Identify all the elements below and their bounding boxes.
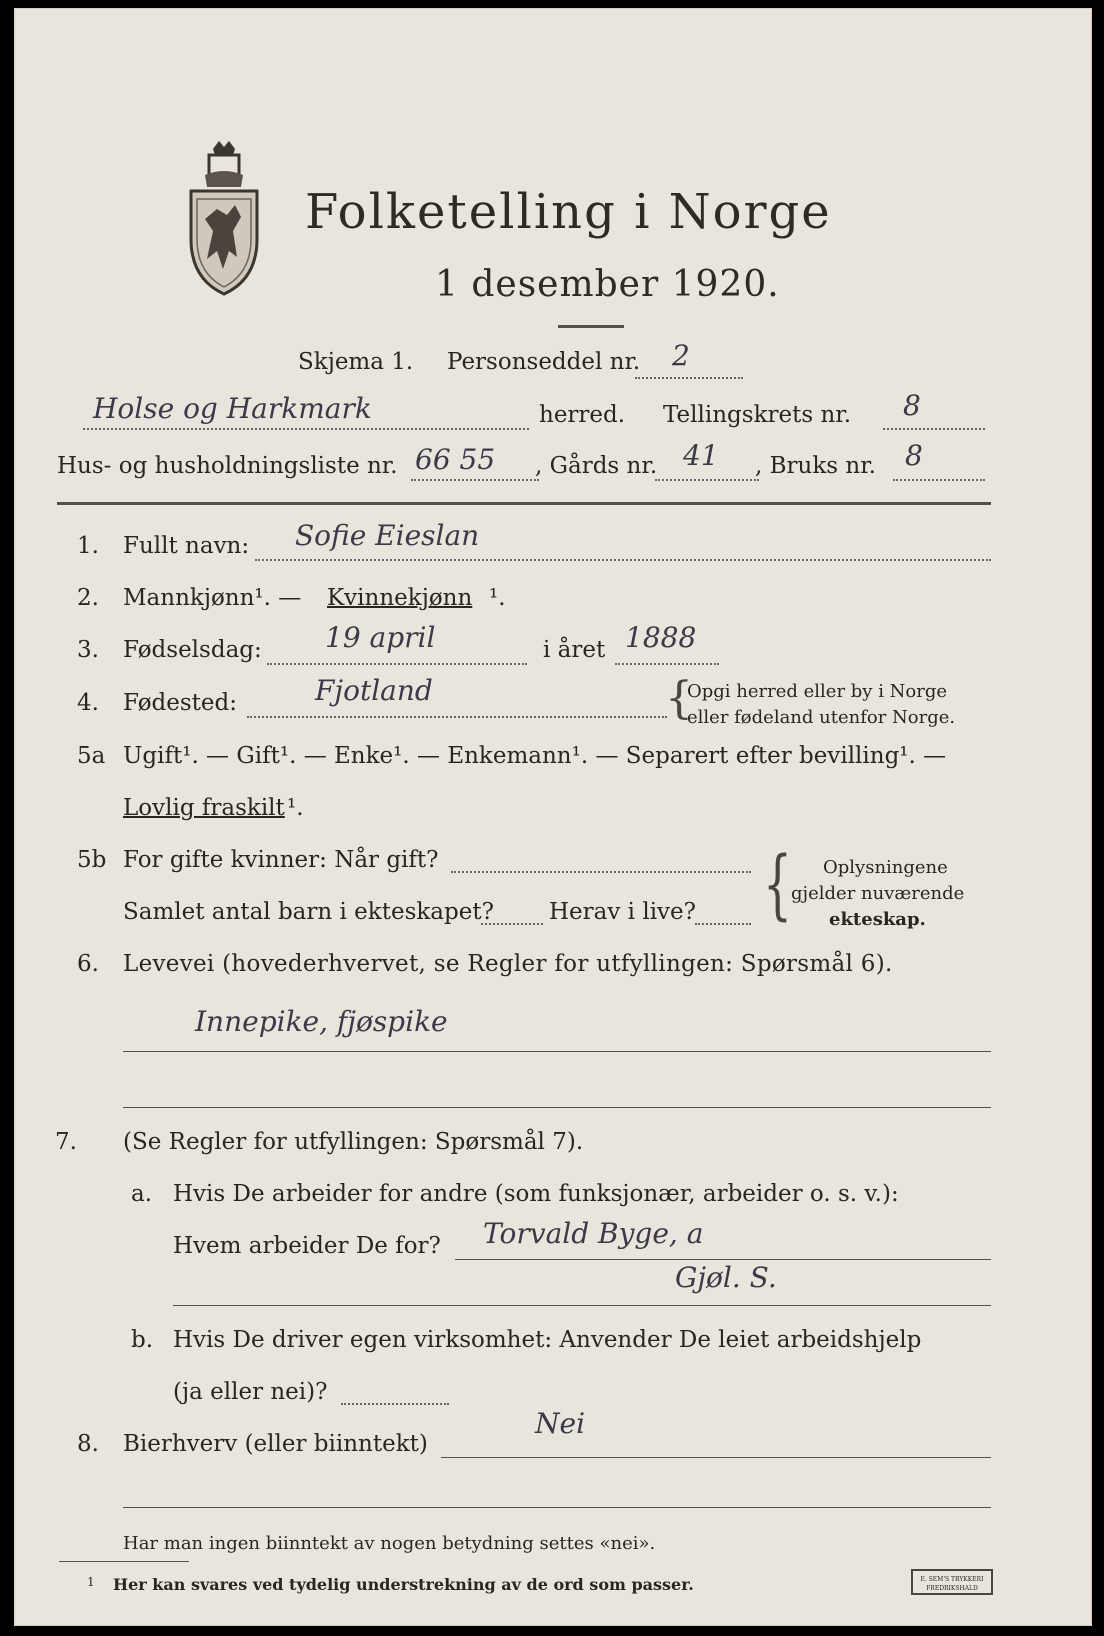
- tellingskrets-value: 8: [903, 389, 921, 422]
- q5a-divorced-footnote: ¹.: [287, 795, 304, 821]
- herred-value: Holse og Harkmark: [93, 392, 372, 425]
- side-income-line2: [123, 1507, 991, 1508]
- footnote-mark: 1: [87, 1575, 95, 1589]
- q3-number: 3.: [77, 637, 99, 663]
- hus-value: 66 55: [415, 443, 496, 476]
- occupation-line1: [123, 1051, 991, 1052]
- employer-value-line2: Gjøl. S.: [675, 1261, 777, 1294]
- q5a-divorced-underlined: Lovlig fraskilt: [123, 795, 285, 821]
- gards-label: , Gårds nr.: [535, 453, 658, 479]
- birthplace-value: Fjotland: [315, 674, 433, 707]
- q5b-number: 5b: [77, 847, 107, 873]
- q5b-note-line3: ekteskap.: [829, 909, 926, 930]
- occupation-value: Innepike, fjøspike: [195, 1005, 448, 1038]
- q2-female-underlined: Kvinnekjønn: [327, 585, 473, 611]
- q6-label: Levevei (hovederhvervet, se Regler for utfyllingen: Spørsmål 6).: [123, 951, 893, 977]
- q4-note-line1: Opgi herred eller by i Norge: [687, 681, 948, 702]
- herred-line: [83, 428, 529, 430]
- footnote-divider: [59, 1561, 189, 1562]
- bruks-label: , Bruks nr.: [755, 453, 876, 479]
- q5b-note-brace: {: [763, 839, 793, 928]
- q7a-employer-label: Hvem arbeider De for?: [173, 1233, 441, 1259]
- q4-number: 4.: [77, 690, 99, 716]
- birthplace-line: [247, 716, 667, 718]
- side-income-value: Nei: [535, 1407, 586, 1440]
- q5b-when-married-line: [451, 871, 751, 873]
- birthday-value: 19 april: [325, 621, 436, 654]
- tellingskrets-line: [883, 428, 985, 430]
- personseddel-value: 2: [672, 339, 690, 372]
- personseddel-line: [635, 377, 743, 379]
- norway-coat-of-arms-icon: [183, 139, 265, 297]
- census-form: [14, 8, 1092, 1626]
- q4-label: Fødested:: [123, 690, 238, 716]
- q3-label: Fødselsdag:: [123, 637, 262, 663]
- employer-line2: [173, 1305, 991, 1306]
- printer-stamp: E. SEM'S TRYKKERI FREDRIKSHALD: [911, 1569, 993, 1595]
- q4-note-brace: {: [665, 673, 693, 724]
- personseddel-label: Personseddel nr.: [447, 349, 641, 375]
- q7-number: 7.: [55, 1129, 77, 1155]
- header-divider: [57, 502, 991, 505]
- form-title: Folketelling i Norge: [305, 184, 832, 240]
- q5a-options: Ugift¹. — Gift¹. — Enke¹. — Enkemann¹. — Separert efter bevilling¹. —: [123, 743, 947, 769]
- hus-label: Hus- og husholdningsliste nr.: [57, 453, 398, 479]
- bruks-line: [893, 479, 985, 481]
- q6-number: 6.: [77, 951, 99, 977]
- q1-number: 1.: [77, 533, 99, 559]
- q7b-number: b.: [131, 1327, 154, 1353]
- q7a-number: a.: [131, 1181, 153, 1207]
- employer-line1: [455, 1259, 991, 1260]
- title-divider: [558, 325, 624, 328]
- q5b-alive-label: Herav i live?: [549, 899, 696, 925]
- q5b-note-line1: Oplysningene: [823, 857, 948, 878]
- q5b-note-line2: gjelder nuværende: [791, 883, 965, 904]
- q2-female-footnote: ¹.: [489, 585, 506, 611]
- q7b-line: [341, 1403, 449, 1405]
- q1-label: Fullt navn:: [123, 533, 250, 559]
- q5b-alive-line: [695, 923, 751, 925]
- q7a-label: Hvis De arbeider for andre (som funksjonær, arbeider o. s. v.):: [173, 1181, 899, 1207]
- q5a-number: 5a: [77, 743, 106, 769]
- bruks-value: 8: [905, 439, 923, 472]
- q7b-label-2: (ja eller nei)?: [173, 1379, 328, 1405]
- q5b-children-line: [481, 923, 543, 925]
- q2-number: 2.: [77, 585, 99, 611]
- q7-label: (Se Regler for utfyllingen: Spørsmål 7).: [123, 1129, 584, 1155]
- footer-note: Har man ingen biinntekt av nogen betydning settes «nei».: [123, 1533, 656, 1554]
- occupation-line2: [123, 1107, 991, 1108]
- skjema-label: Skjema 1.: [298, 349, 414, 375]
- q5b-when-married-label: For gifte kvinner: Når gift?: [123, 847, 439, 873]
- gards-line: [655, 479, 759, 481]
- q8-label: Bierhverv (eller biinntekt): [123, 1431, 428, 1457]
- footnote-text: Her kan svares ved tydelig understrekning av de ord som passer.: [113, 1575, 694, 1594]
- herred-label: herred.: [539, 402, 626, 428]
- birth-year-line: [615, 663, 719, 665]
- q8-number: 8.: [77, 1431, 99, 1457]
- birth-year-value: 1888: [625, 621, 697, 654]
- q5b-children-label: Samlet antal barn i ekteskapet?: [123, 899, 494, 925]
- q4-note-line2: eller fødeland utenfor Norge.: [687, 707, 956, 728]
- hus-line: [411, 479, 539, 481]
- gards-value: 41: [683, 439, 719, 472]
- birthday-line: [267, 663, 527, 665]
- full-name-value: Sofie Eieslan: [295, 519, 480, 552]
- q7b-label: Hvis De driver egen virksomhet: Anvender De leiet arbeidshjelp: [173, 1327, 922, 1353]
- side-income-line1: [441, 1457, 991, 1458]
- q2-male: Mannkjønn¹. —: [123, 585, 302, 611]
- q3-year-label: i året: [543, 637, 606, 663]
- tellingskrets-label: Tellingskrets nr.: [663, 402, 852, 428]
- employer-value: Torvald Byge, a: [483, 1217, 704, 1250]
- full-name-line: [255, 559, 991, 561]
- census-date: 1 desember 1920.: [435, 264, 780, 305]
